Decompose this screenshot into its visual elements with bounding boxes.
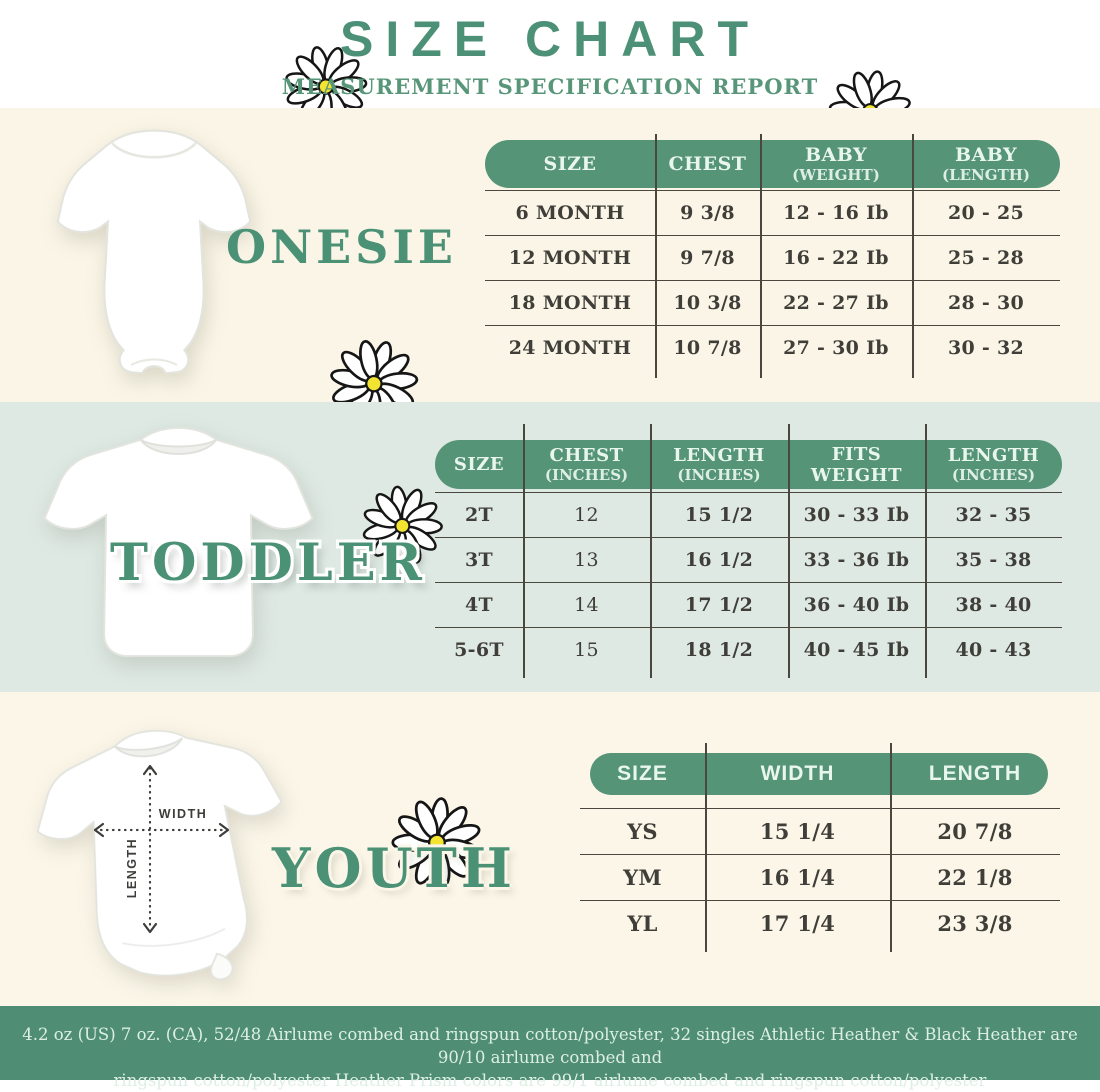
header-text: CHEST xyxy=(668,153,747,175)
table-row xyxy=(435,537,1062,582)
column-header-baby-weight xyxy=(760,144,912,184)
table-cell: 16 - 22 Ib xyxy=(783,247,889,269)
daisy-flower-icon xyxy=(288,270,401,383)
table-cell: 18 1/2 xyxy=(684,639,754,661)
youth-size-table xyxy=(580,753,1060,946)
table-cell: 12 MONTH xyxy=(508,247,632,269)
table-header-row xyxy=(580,753,1060,795)
table-row xyxy=(435,627,1062,672)
column-header-size xyxy=(435,454,523,475)
column-header-size xyxy=(580,762,705,786)
column-header-length-inches-2 xyxy=(925,445,1062,484)
table-cell: 27 - 30 Ib xyxy=(783,337,889,359)
table-cell: 12 - 16 Ib xyxy=(783,202,889,224)
youth-title: YOUTH xyxy=(272,836,516,900)
onesie-section xyxy=(0,108,1100,402)
page-header xyxy=(0,0,1100,108)
table-cell: 15 xyxy=(574,639,599,661)
table-cell: 17 1/4 xyxy=(759,911,836,936)
measurement-arrows xyxy=(86,754,246,944)
column-header-chest xyxy=(655,153,760,175)
table-row xyxy=(485,190,1060,235)
daisy-flower-icon xyxy=(345,741,446,842)
table-cell: 30 - 33 Ib xyxy=(803,504,910,526)
table-cell: 6 MONTH xyxy=(515,202,625,224)
title-block xyxy=(282,10,818,99)
column-header-length xyxy=(890,762,1060,786)
table-row xyxy=(485,235,1060,280)
header-subtext: (INCHES) xyxy=(951,466,1036,484)
table-cell: 20 7/8 xyxy=(937,819,1013,844)
table-cell: 25 - 28 xyxy=(947,247,1025,269)
table-body xyxy=(435,492,1062,672)
table-cell: 3T xyxy=(465,549,493,571)
column-divider xyxy=(650,424,652,678)
table-cell: 4T xyxy=(465,594,493,616)
table-body xyxy=(485,190,1060,370)
onesie-title: ONESIE xyxy=(226,220,457,274)
header-text: LENGTH xyxy=(673,445,765,466)
table-cell: 9 7/8 xyxy=(680,247,735,269)
table-cell: 36 - 40 Ib xyxy=(803,594,910,616)
column-divider xyxy=(912,134,914,378)
table-cell: 28 - 30 xyxy=(947,292,1025,314)
table-cell: 38 - 40 xyxy=(955,594,1032,616)
column-divider xyxy=(760,134,762,378)
table-cell: 16 1/2 xyxy=(684,549,754,571)
column-header-length-inches xyxy=(650,445,788,484)
table-cell: 18 MONTH xyxy=(508,292,632,314)
table-cell: 40 - 45 Ib xyxy=(803,639,910,661)
column-divider xyxy=(523,424,525,678)
header-text: BABY xyxy=(954,144,1018,166)
toddler-section xyxy=(0,402,1100,692)
table-cell: 16 1/4 xyxy=(759,865,836,890)
table-cell: 10 7/8 xyxy=(673,337,742,359)
header-subtext: (LENGTH) xyxy=(941,166,1031,184)
column-header-baby-length xyxy=(912,144,1060,184)
footer-note-line-1: 4.2 oz (US) 7 oz. (CA), 52/48 Airlume combed and ringspun cotton/polyester, 32 singles Athletic Heather & Black Heather are 90/10 airlume combed and xyxy=(22,1025,1078,1067)
header-text: SIZE xyxy=(617,762,668,785)
column-divider xyxy=(788,424,790,678)
length-arrow-label: LENGTH xyxy=(125,837,139,899)
table-cell: 24 MONTH xyxy=(508,337,632,359)
table-cell: 33 - 36 Ib xyxy=(803,549,910,571)
header-text: CHEST xyxy=(549,445,624,466)
column-header-fits-weight xyxy=(788,444,925,486)
header-text: BABY xyxy=(804,144,868,166)
width-arrow-label: WIDTH xyxy=(158,807,208,821)
table-cell: 22 - 27 Ib xyxy=(783,292,889,314)
table-cell: 15 1/2 xyxy=(684,504,754,526)
table-cell: 40 - 43 xyxy=(955,639,1032,661)
toddler-size-table xyxy=(435,440,1062,672)
footer xyxy=(0,1006,1100,1090)
table-row xyxy=(580,808,1060,854)
table-cell: YL xyxy=(627,911,658,936)
table-cell: 22 1/8 xyxy=(937,865,1013,890)
column-divider xyxy=(655,134,657,378)
table-cell: 14 xyxy=(574,594,599,616)
table-cell: 17 1/2 xyxy=(684,594,754,616)
table-cell: 2T xyxy=(465,504,493,526)
table-row xyxy=(435,492,1062,537)
onesie-size-table xyxy=(485,140,1060,370)
page-subtitle: MEASUREMENT SPECIFICATION REPORT xyxy=(281,74,819,99)
table-cell: 30 - 32 xyxy=(947,337,1025,359)
column-header-chest-inches xyxy=(523,445,650,484)
column-header-width xyxy=(705,762,890,786)
column-divider xyxy=(890,743,892,952)
table-cell: 23 3/8 xyxy=(937,911,1013,936)
header-subtext: (WEIGHT) xyxy=(792,166,880,184)
table-body xyxy=(580,808,1060,946)
toddler-title: TODDLER xyxy=(110,533,426,593)
header-subtext: (INCHES) xyxy=(544,466,629,484)
table-cell: 15 1/4 xyxy=(759,819,836,844)
header-text: SIZE xyxy=(543,153,597,175)
table-header-row xyxy=(435,440,1062,489)
table-cell: 32 - 35 xyxy=(955,504,1032,526)
page-title: SIZE CHART xyxy=(340,11,760,67)
header-text: FITS xyxy=(831,443,882,465)
table-cell: 13 xyxy=(574,549,599,571)
table-cell: YM xyxy=(623,865,662,890)
column-divider xyxy=(705,743,707,952)
header-text: LENGTH xyxy=(947,445,1040,466)
table-row xyxy=(485,325,1060,370)
table-row xyxy=(485,280,1060,325)
table-cell: YS xyxy=(627,819,658,844)
header-text: WEIGHT xyxy=(810,464,903,486)
youth-section xyxy=(0,692,1100,1006)
header-text: LENGTH xyxy=(928,762,1022,785)
header-text: WIDTH xyxy=(760,762,835,785)
table-row xyxy=(435,582,1062,627)
table-cell: 35 - 38 xyxy=(955,549,1032,571)
table-header-row xyxy=(485,140,1060,188)
table-cell: 9 3/8 xyxy=(680,202,735,224)
table-cell: 20 - 25 xyxy=(947,202,1025,224)
table-cell: 12 xyxy=(574,504,599,526)
header-subtext: (INCHES) xyxy=(677,466,761,484)
column-header-size xyxy=(485,153,655,175)
column-divider xyxy=(925,424,927,678)
header-text: SIZE xyxy=(453,454,505,475)
table-cell: 10 3/8 xyxy=(673,292,742,314)
table-row xyxy=(580,854,1060,900)
table-row xyxy=(580,900,1060,946)
table-cell: 5-6T xyxy=(454,639,504,661)
footer-note-line-2: ringspun cotton/polyester Heather Prism colors are 99/1 airlume combed and ringspun cotton/polyester xyxy=(113,1071,987,1090)
